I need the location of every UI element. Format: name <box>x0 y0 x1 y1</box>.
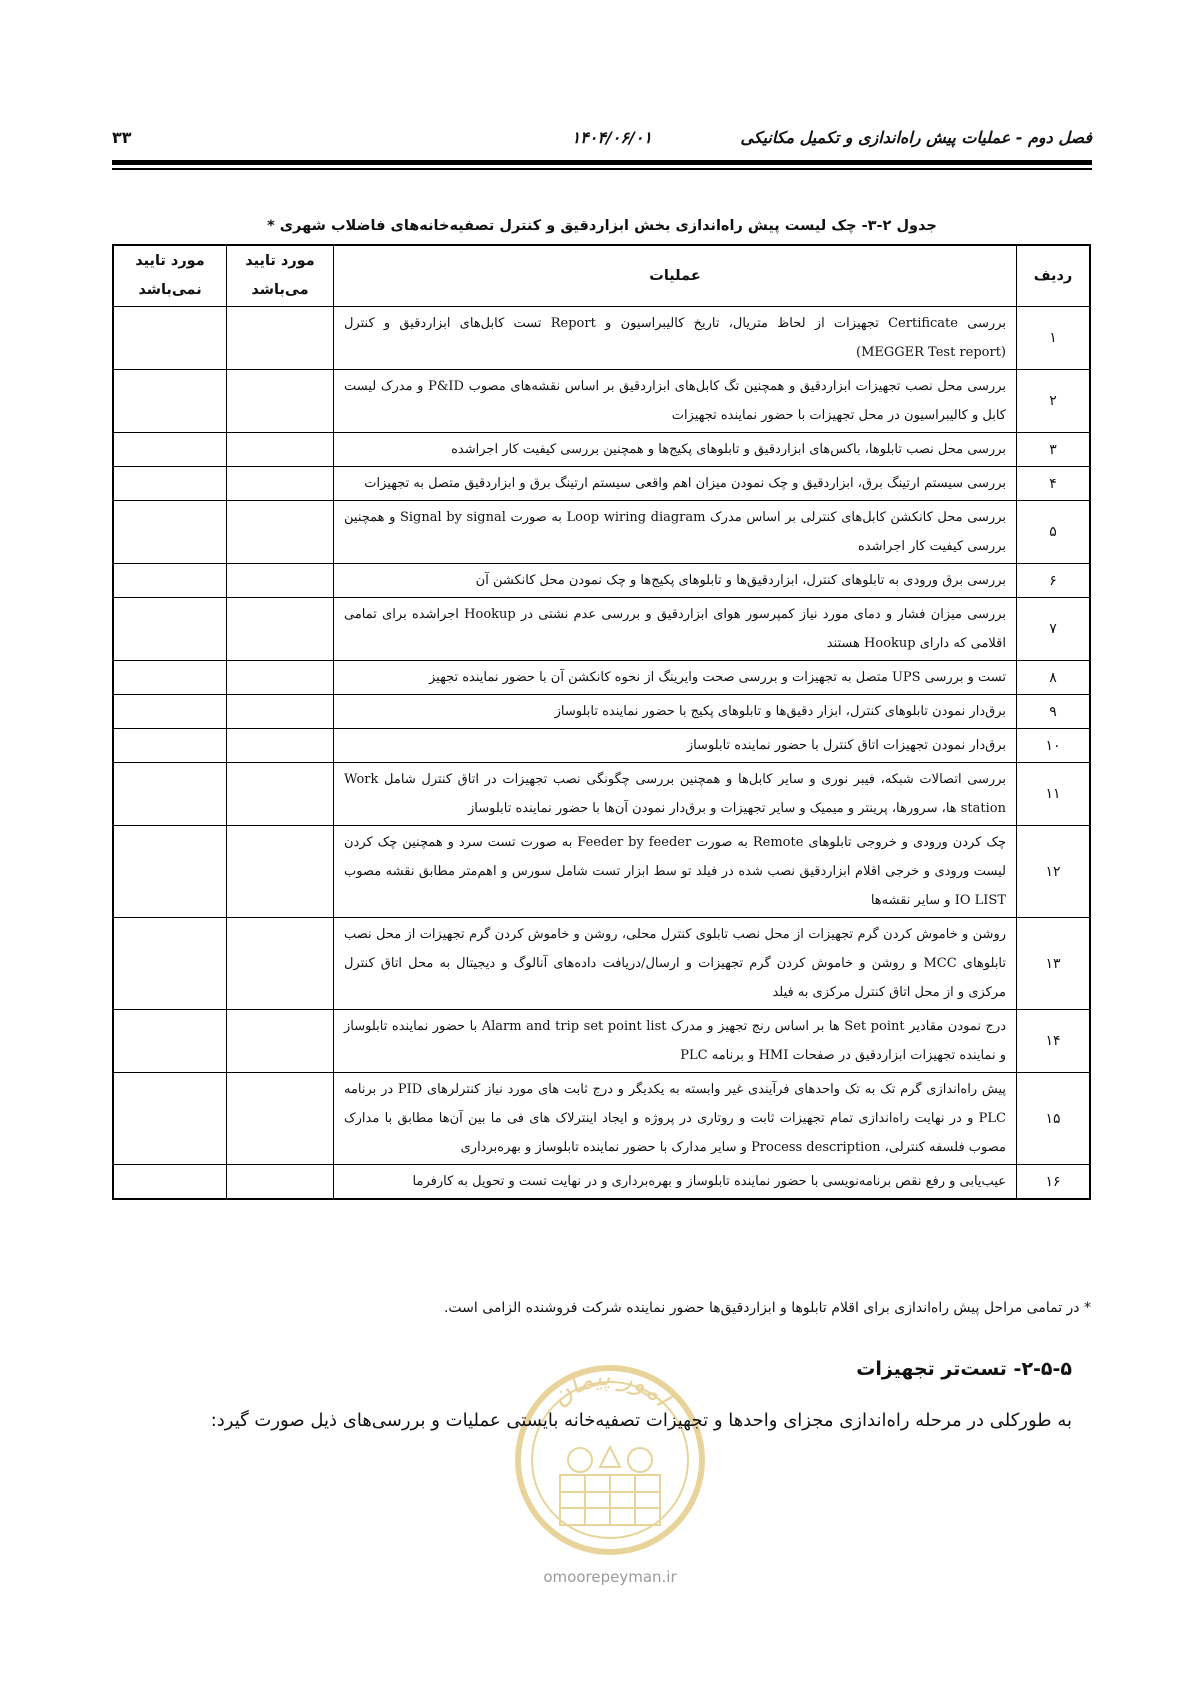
row-operation: بررسی Certificate تجهیزات از لحاظ متریال، تاریخ کالیبراسیون و Report تست کابل‌های ابزاردقیق و کنترل (MEGGER Test report) <box>334 307 1017 370</box>
approved-cell[interactable] <box>227 826 334 918</box>
approved-cell[interactable] <box>227 763 334 826</box>
header-rule-thick <box>112 160 1092 165</box>
not-approved-cell[interactable] <box>113 918 227 1010</box>
approved-cell[interactable] <box>227 918 334 1010</box>
not-approved-cell[interactable] <box>113 501 227 564</box>
approved-cell[interactable] <box>227 564 334 598</box>
table-row <box>113 826 1090 918</box>
approved-cell[interactable] <box>227 307 334 370</box>
not-approved-cell[interactable] <box>113 695 227 729</box>
row-operation: برق‌دار نمودن تابلوهای کنترل، ابزار دقیق‌ها و تابلوهای پکیج با حضور نماینده تابلوساز <box>334 695 1017 729</box>
column-header-not-approved: مورد تایید نمی‌باشد <box>113 245 227 307</box>
row-number: ۱۵ <box>1017 1073 1091 1165</box>
row-operation: بررسی محل کانکشن کابل‌های کنترلی بر اساس مدرک Loop wiring diagram به صورت Signal by signal و همچنین بررسی کیفیت کار اجراشده <box>334 501 1017 564</box>
table-header-row <box>113 245 1090 307</box>
not-approved-cell[interactable] <box>113 661 227 695</box>
checklist-table-container <box>112 244 1091 1200</box>
approved-cell[interactable] <box>227 433 334 467</box>
approved-cell[interactable] <box>227 501 334 564</box>
row-number: ۱۱ <box>1017 763 1091 826</box>
section-heading: ۲-۵-۵- تست‌تر تجهیزات <box>856 1358 1072 1380</box>
not-approved-cell[interactable] <box>113 467 227 501</box>
chapter-title: فصل دوم - عملیات پیش راه‌اندازی و تکمیل مکانیکی <box>740 128 1092 147</box>
approved-cell[interactable] <box>227 598 334 661</box>
row-number: ۱۲ <box>1017 826 1091 918</box>
column-header-operations: عملیات <box>334 245 1017 307</box>
approved-cell[interactable] <box>227 1010 334 1073</box>
row-number: ۱۳ <box>1017 918 1091 1010</box>
not-approved-cell[interactable] <box>113 1165 227 1200</box>
checklist-table <box>112 244 1091 1200</box>
approved-cell[interactable] <box>227 729 334 763</box>
row-operation: بررسی سیستم ارتینگ برق، ابزاردقیق و چک نمودن میزان اهم واقعی سیستم ارتینگ برق و ابزاردقیق متصل به تجهیزات <box>334 467 1017 501</box>
table-row <box>113 467 1090 501</box>
row-operation: بررسی برق ورودی به تابلوهای کنترل، ابزاردقیق‌ها و تابلوهای پکیج‌ها و چک نمودن محل کانکشن آن <box>334 564 1017 598</box>
row-number: ۱۶ <box>1017 1165 1091 1200</box>
approved-cell[interactable] <box>227 695 334 729</box>
not-approved-cell[interactable] <box>113 307 227 370</box>
table-body <box>113 307 1090 1200</box>
watermark-url: omoorepeyman.ir <box>543 1568 677 1586</box>
watermark-emblem-icon <box>505 1355 715 1565</box>
table-row <box>113 729 1090 763</box>
not-approved-cell[interactable] <box>113 370 227 433</box>
row-number: ۷ <box>1017 598 1091 661</box>
table-row <box>113 501 1090 564</box>
table-row <box>113 1073 1090 1165</box>
not-approved-cell[interactable] <box>113 763 227 826</box>
row-number: ۸ <box>1017 661 1091 695</box>
not-approved-cell[interactable] <box>113 729 227 763</box>
row-number: ۴ <box>1017 467 1091 501</box>
not-approved-cell[interactable] <box>113 826 227 918</box>
table-row <box>113 307 1090 370</box>
row-number: ۱۰ <box>1017 729 1091 763</box>
not-approved-cell[interactable] <box>113 433 227 467</box>
row-operation: درج نمودن مقادیر Set point ها بر اساس رنج تجهیز و مدرک Alarm and trip set point list با حضور نماینده تابلوساز و نماینده تجهیزات ابزاردقیق در صفحات HMI و برنامه PLC <box>334 1010 1017 1073</box>
table-row <box>113 1165 1090 1200</box>
table-row <box>113 695 1090 729</box>
table-row <box>113 1010 1090 1073</box>
header-rule-thin <box>112 168 1092 170</box>
column-header-approved: مورد تایید می‌باشد <box>227 245 334 307</box>
section-paragraph: به طورکلی در مرحله راه‌اندازی مجزای واحدها و تجهیزات تصفیه‌خانه بایستی عملیات و بررسی‌های ذیل صورت گیرد: <box>210 1410 1072 1431</box>
table-row <box>113 918 1090 1010</box>
page-number: ۳۳ <box>112 128 132 147</box>
header-date: ۱۴۰۴/۰۶/۰۱ <box>571 128 652 147</box>
table-row <box>113 564 1090 598</box>
approved-cell[interactable] <box>227 1165 334 1200</box>
row-operation: بررسی میزان فشار و دمای مورد نیاز کمپرسور هوای ابزاردقیق و بررسی عدم نشتی در Hookup اجراشده برای تمامی اقلامی که دارای Hookup هستند <box>334 598 1017 661</box>
row-operation: بررسی محل نصب تابلوها، باکس‌های ابزاردقیق و تابلوهای پکیج‌ها و همچنین بررسی کیفیت کار اجراشده <box>334 433 1017 467</box>
row-number: ۳ <box>1017 433 1091 467</box>
row-operation: عیب‌یابی و رفع نقص برنامه‌نویسی با حضور نماینده تابلوساز و بهره‌برداری و در نهایت تست و تحویل به کارفرما <box>334 1165 1017 1200</box>
page-header <box>112 128 1092 154</box>
approved-cell[interactable] <box>227 661 334 695</box>
row-operation: پیش راه‌اندازی گرم تک به تک واحدهای فرآیندی غیر وابسته به یکدیگر و درج ثابت های مورد نیاز کنترلرهای PID در برنامه PLC و در نهایت راه‌اندازی تمام تجهیزات ثابت و روتاری در پروژه و ایجاد اینترلاک های فی ما بین آن‌ها مطابق با مدارک مصوب فلسفه کنترلی، Process description و سایر مدارک با حضور نماینده تابلوساز و بهره‌برداری <box>334 1073 1017 1165</box>
table-row <box>113 763 1090 826</box>
table-row <box>113 661 1090 695</box>
row-operation: بررسی محل نصب تجهیزات ابزاردقیق و همچنین تگ کابل‌های ابزاردقیق بر اساس نقشه‌های مصوب P&ID و مدرک لیست کابل و کالیبراسیون در محل تجهیزات با حضور نماینده تجهیزات <box>334 370 1017 433</box>
row-operation: بررسی اتصالات شبکه، فیبر نوری و سایر کابل‌ها و همچنین بررسی چگونگی نصب تجهیزات در اتاق کنترل شامل Work station ها، سرورها، پرینتر و میمیک و سایر تجهیزات و برق‌دار نمودن آن‌ها با حضور نماینده تابلوساز <box>334 763 1017 826</box>
table-row <box>113 370 1090 433</box>
approved-cell[interactable] <box>227 1073 334 1165</box>
row-operation: برق‌دار نمودن تجهیزات اتاق کنترل با حضور نماینده تابلوساز <box>334 729 1017 763</box>
row-number: ۲ <box>1017 370 1091 433</box>
row-operation: تست و بررسی UPS متصل به تجهیزات و بررسی صحت وایرینگ از نحوه کانکشن آن با حضور نماینده تجهیز <box>334 661 1017 695</box>
row-number: ۵ <box>1017 501 1091 564</box>
row-number: ۱۴ <box>1017 1010 1091 1073</box>
row-number: ۶ <box>1017 564 1091 598</box>
not-approved-cell[interactable] <box>113 1010 227 1073</box>
table-row <box>113 598 1090 661</box>
approved-cell[interactable] <box>227 370 334 433</box>
table-caption: جدول ۲-۳- چک لیست پیش راه‌اندازی بخش ابزاردقیق و کنترل تصفیه‌خانه‌های فاضلاب شهری * <box>267 218 937 234</box>
column-header-row: ردیف <box>1017 245 1091 307</box>
watermark-logo-text: امور پیمان <box>544 1361 677 1413</box>
not-approved-cell[interactable] <box>113 564 227 598</box>
approved-cell[interactable] <box>227 467 334 501</box>
row-number: ۹ <box>1017 695 1091 729</box>
row-operation: روشن و خاموش کردن گرم تجهیزات از محل نصب تابلوی کنترل محلی، روشن و خاموش کردن گرم تجهیزات از محل نصب تابلوهای MCC و روشن و خاموش کردن گرم تجهیزات و ارسال/دریافت داده‌های آنالوگ و دیجیتال به محل اتاق کنترل مرکزی و از محل اتاق کنترل مرکزی به فیلد <box>334 918 1017 1010</box>
not-approved-cell[interactable] <box>113 1073 227 1165</box>
not-approved-cell[interactable] <box>113 598 227 661</box>
row-operation: چک کردن ورودی و خروجی تابلوهای Remote به صورت Feeder by feeder به صورت تست سرد و همچنین چک کردن لیست ورودی و خرجی اقلام ابزاردقیق نصب شده در فیلد تو سط ابزار تست شامل سورس و اهم‌متر مطابق نقشه مصوب IO LIST و سایر نقشه‌ها <box>334 826 1017 918</box>
table-footnote: * در تمامی مراحل پیش راه‌اندازی برای اقلام تابلوها و ابزاردقیق‌ها حضور نماینده شرکت فروشنده الزامی است. <box>443 1300 1091 1316</box>
row-number: ۱ <box>1017 307 1091 370</box>
table-row <box>113 433 1090 467</box>
